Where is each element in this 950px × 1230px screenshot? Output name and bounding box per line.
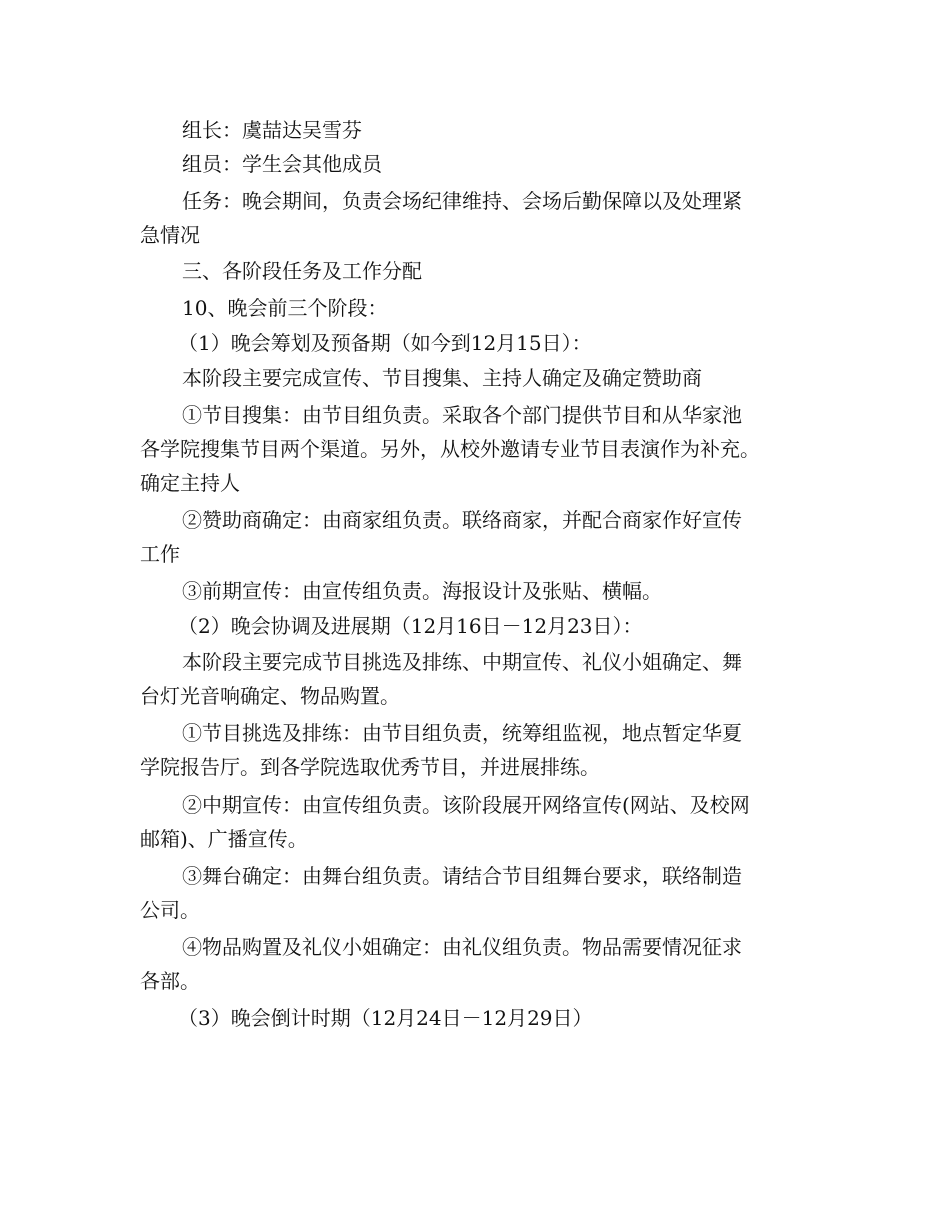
members-line xyxy=(140,147,862,181)
stage-setup-paragraph xyxy=(140,859,862,927)
stage-heading xyxy=(140,291,862,325)
purchase-paragraph xyxy=(140,930,862,998)
phase-1-heading xyxy=(140,326,858,360)
text-line: 组员：学生会其他成员 xyxy=(182,152,382,176)
program-collection-paragraph xyxy=(140,398,862,500)
text-line: 工作 xyxy=(140,542,180,566)
text-line: ④物品购置及礼仪小姐确定：由礼仪组负责。物品需要情况征求 xyxy=(182,935,742,959)
text-line: 任务：晚会期间，负责会场纪律维持、会场后勤保障以及处理紧 xyxy=(182,189,742,213)
sponsor-paragraph xyxy=(140,503,862,571)
text-line: 公司。 xyxy=(140,898,200,922)
text-line: （3）晚会倒计时期（12月24日－12月29日） xyxy=(178,1006,593,1030)
text-line: 各部。 xyxy=(140,969,200,993)
program-rehearsal-paragraph xyxy=(140,716,862,784)
phase-3-heading xyxy=(140,1001,858,1035)
text-line: （2）晚会协调及进展期（12月16日－12月23日）： xyxy=(178,614,643,638)
text-line: 本阶段主要完成节目挑选及排练、中期宣传、礼仪小姐确定、舞 xyxy=(182,650,742,674)
text-line: ②赞助商确定：由商家组负责。联络商家，并配合商家作好宣传 xyxy=(182,508,742,532)
text-line: 邮箱)、广播宣传。 xyxy=(140,827,308,851)
text-line: （1）晚会筹划及预备期（如今到12月15日）： xyxy=(178,331,592,355)
task-paragraph xyxy=(140,184,862,252)
text-line: 各学院搜集节目两个渠道。另外，从校外邀请专业节目表演作为补充。 xyxy=(140,437,760,461)
text-line: 本阶段主要完成宣传、节目搜集、主持人确定及确定赞助商 xyxy=(182,366,702,390)
text-line: 三、各阶段任务及工作分配 xyxy=(182,259,422,283)
text-line: 台灯光音响确定、物品购置。 xyxy=(140,684,400,708)
phase-2-heading xyxy=(140,609,858,643)
mid-promotion-paragraph xyxy=(140,788,862,856)
text-line: 急情况 xyxy=(140,223,200,247)
text-line: ①节目搜集：由节目组负责。采取各个部门提供节目和从华家池 xyxy=(182,403,742,427)
early-promotion-paragraph xyxy=(140,574,862,608)
phase-2-summary xyxy=(140,645,862,713)
text-line: 组长：虞喆达吴雪芬 xyxy=(182,118,362,142)
text-line: 确定主持人 xyxy=(140,471,240,495)
text-line: ①节目挑选及排练：由节目组负责，统筹组监视，地点暂定华夏 xyxy=(182,721,742,745)
text-line: ②中期宣传：由宣传组负责。该阶段展开网络宣传(网站、及校网 xyxy=(182,793,750,817)
leader-line xyxy=(140,113,862,147)
text-line: ③前期宣传：由宣传组负责。海报设计及张贴、横幅。 xyxy=(182,579,662,603)
text-line: 10、晚会前三个阶段： xyxy=(182,296,388,320)
section-heading xyxy=(140,254,862,288)
text-line: 学院报告厅。到各学院选取优秀节目，并进展排练。 xyxy=(140,755,600,779)
phase-1-summary xyxy=(140,361,862,395)
text-line: ③舞台确定：由舞台组负责。请结合节目组舞台要求，联络制造 xyxy=(182,864,742,888)
